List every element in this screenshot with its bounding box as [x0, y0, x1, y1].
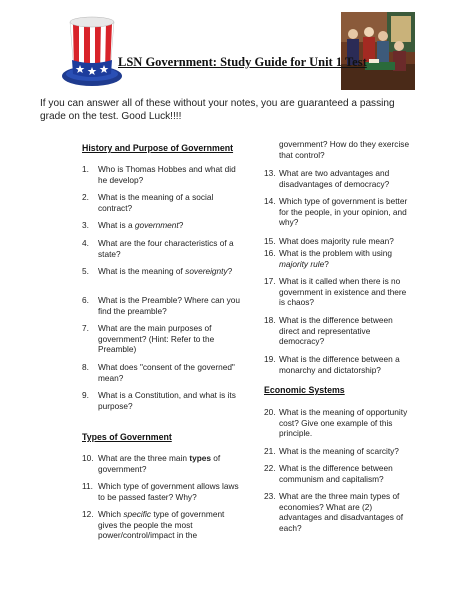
question-19: [264, 354, 414, 375]
question-12-continued: government? How do they exercise that control?: [279, 139, 410, 160]
question-text: What is the meaning of sovereignty?: [98, 266, 233, 276]
question-number: 7.: [82, 323, 89, 333]
question-14: [264, 196, 414, 228]
emphasis-government: government: [134, 220, 179, 230]
emphasis-sovereignty: sovereignty: [185, 266, 228, 276]
question-2: [82, 192, 242, 213]
question-text: What are the four characteristics of a state?: [98, 238, 234, 259]
question-number: 5.: [82, 266, 89, 276]
question-23: [264, 491, 414, 533]
question-text: Which specific type of government gives the people the most power/control/impact in the: [98, 509, 225, 541]
question-text: What are the main purposes of government? (Hint: Refer to the Preamble): [98, 323, 215, 355]
question-text: What is the difference between a monarchy and dictatorship?: [279, 354, 400, 375]
question-number: 22.: [264, 463, 276, 473]
question-text: What are the three main types of government?: [98, 453, 221, 474]
question-11: [82, 481, 242, 502]
question-text: What are two advantages and disadvantages of democracy?: [279, 168, 390, 189]
question-number: 13.: [264, 168, 276, 178]
question-text: What are the three main types of economies? What are (2) advantages and disadvantages of each?: [279, 491, 404, 533]
question-9: [82, 390, 242, 411]
question-8: [82, 362, 242, 383]
section-heading-history: History and Purpose of Government: [82, 143, 234, 153]
question-number: 14.: [264, 196, 276, 206]
question-number: 11.: [82, 481, 93, 491]
question-number: 23.: [264, 491, 276, 501]
question-number: 19.: [264, 354, 276, 364]
question-number: 1.: [82, 164, 89, 174]
question-number: 10.: [82, 453, 94, 463]
question-1: [82, 164, 242, 185]
question-text: Which type of government is better for the people, in your opinion, and why?: [279, 196, 408, 228]
emphasis-specific: specific: [123, 509, 152, 519]
question-18: [264, 315, 414, 347]
question-number: 6.: [82, 295, 89, 305]
question-13: [264, 168, 414, 189]
question-text: What is the difference between direct and representative democracy?: [279, 315, 393, 347]
question-number: 15.: [264, 236, 276, 246]
question-number: 9.: [82, 390, 89, 400]
question-text: What is the Preamble? Where can you find the preamble?: [98, 295, 241, 316]
question-number: 3.: [82, 220, 89, 230]
question-text: What is the meaning of scarcity?: [279, 446, 399, 456]
question-6: [82, 295, 242, 316]
intro-text: If you can answer all of these without your notes, you are guaranteed a passing grade on the test. Good Luck!!!!: [40, 98, 395, 122]
question-5: [82, 266, 242, 277]
page-title: LSN Government: Study Guide for Unit 1 Test: [118, 55, 367, 69]
question-22: [264, 463, 414, 484]
question-3: [82, 220, 242, 231]
section-heading-economic: Economic Systems: [264, 385, 345, 395]
question-15: [264, 236, 414, 247]
question-text: What is it called when there is no government in existence and there is chaos?: [279, 276, 407, 308]
question-12: [82, 509, 242, 541]
question-number: 17.: [264, 276, 276, 286]
question-number: 12.: [82, 509, 94, 519]
question-text: What is the difference between communism and capitalism?: [279, 463, 393, 484]
question-number: 18.: [264, 315, 276, 325]
question-text: Who is Thomas Hobbes and what did he develop?: [98, 164, 236, 185]
question-text: Which type of government allows laws to be passed faster? Why?: [98, 481, 239, 502]
question-number: 21.: [264, 446, 276, 456]
question-16: [264, 248, 414, 269]
question-20: [264, 407, 414, 439]
emphasis-majority-rule: majority rule: [279, 258, 325, 269]
question-text: What is the meaning of a social contract?: [98, 192, 214, 213]
question-text: What does "consent of the governed" mean?: [98, 362, 235, 383]
question-number: 2.: [82, 192, 89, 202]
question-text: What is a government?: [98, 220, 184, 230]
question-text: What is the problem with using majority rule?: [279, 248, 392, 269]
question-text: What does majority rule mean?: [279, 236, 394, 246]
question-number: 16.: [264, 248, 276, 258]
question-text: What is a Constitution, and what is its purpose?: [98, 390, 236, 411]
question-17: [264, 276, 414, 308]
emphasis-types: types: [189, 453, 211, 463]
question-number: 20.: [264, 407, 276, 417]
question-text: What is the meaning of opportunity cost? Give one example of this principle.: [279, 407, 408, 439]
section-heading-types: Types of Government: [82, 432, 172, 442]
uncle-sam-hat-icon: [56, 12, 128, 90]
question-number: 4.: [82, 238, 89, 248]
question-10: [82, 453, 242, 474]
question-4: [82, 238, 242, 259]
question-21: [264, 446, 414, 457]
question-7: [82, 323, 242, 355]
founding-fathers-painting-icon: [341, 12, 415, 90]
question-number: 8.: [82, 362, 89, 372]
